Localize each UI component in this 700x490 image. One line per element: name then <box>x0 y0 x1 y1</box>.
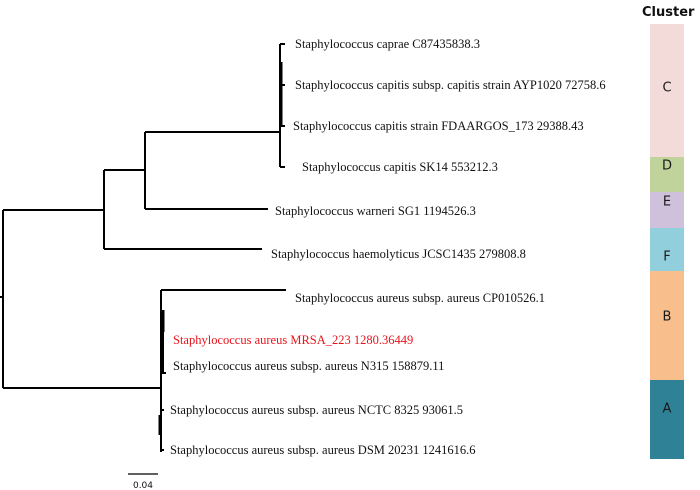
scale-bar <box>128 474 158 490</box>
cluster-label-b: B <box>662 309 672 325</box>
tree-branches <box>0 44 286 452</box>
leaf-label-highlighted: Staphylococcus aureus MRSA_223 1280.36449 <box>173 333 414 347</box>
leaf-label: Staphylococcus aureus subsp. aureus CP010526.1 <box>295 291 545 305</box>
cluster-label-d: D <box>661 158 673 174</box>
leaf-label: Staphylococcus aureus subsp. aureus NCTC 8325 93061.5 <box>170 403 464 417</box>
leaf-label: Staphylococcus aureus subsp. aureus DSM 20231 1241616.6 <box>170 443 476 457</box>
cluster-segment-b <box>650 271 684 380</box>
cluster-legend <box>642 5 695 459</box>
cluster-label-a: A <box>662 401 672 417</box>
cluster-label-e: E <box>662 194 672 210</box>
leaf-label: Staphylococcus capitis strain FDAARGOS_173 29388.43 <box>293 119 584 133</box>
root-branch <box>0 210 3 388</box>
branch-capitis-warneri <box>145 132 280 209</box>
leaf-labels <box>170 37 606 457</box>
cluster-title: Cluster <box>642 5 695 20</box>
leaf-label: Staphylococcus warneri SG1 1194526.3 <box>275 204 476 218</box>
cluster-label-c: C <box>662 80 672 96</box>
leaf-label: Staphylococcus capitis SK14 553212.3 <box>302 160 498 174</box>
leaf-label: Staphylococcus caprae C87435838.3 <box>295 37 481 51</box>
leaf-label: Staphylococcus capitis subsp. capitis strain AYP1020 72758.6 <box>295 78 606 92</box>
cluster-label-f: F <box>663 249 671 265</box>
scale-bar-label: 0.04 <box>132 481 154 490</box>
leaf-label: Staphylococcus haemolyticus JCSC1435 279808.8 <box>271 247 526 261</box>
leaf-label: Staphylococcus aureus subsp. aureus N315 158879.11 <box>173 359 445 373</box>
cluster-segment-a <box>650 380 684 459</box>
